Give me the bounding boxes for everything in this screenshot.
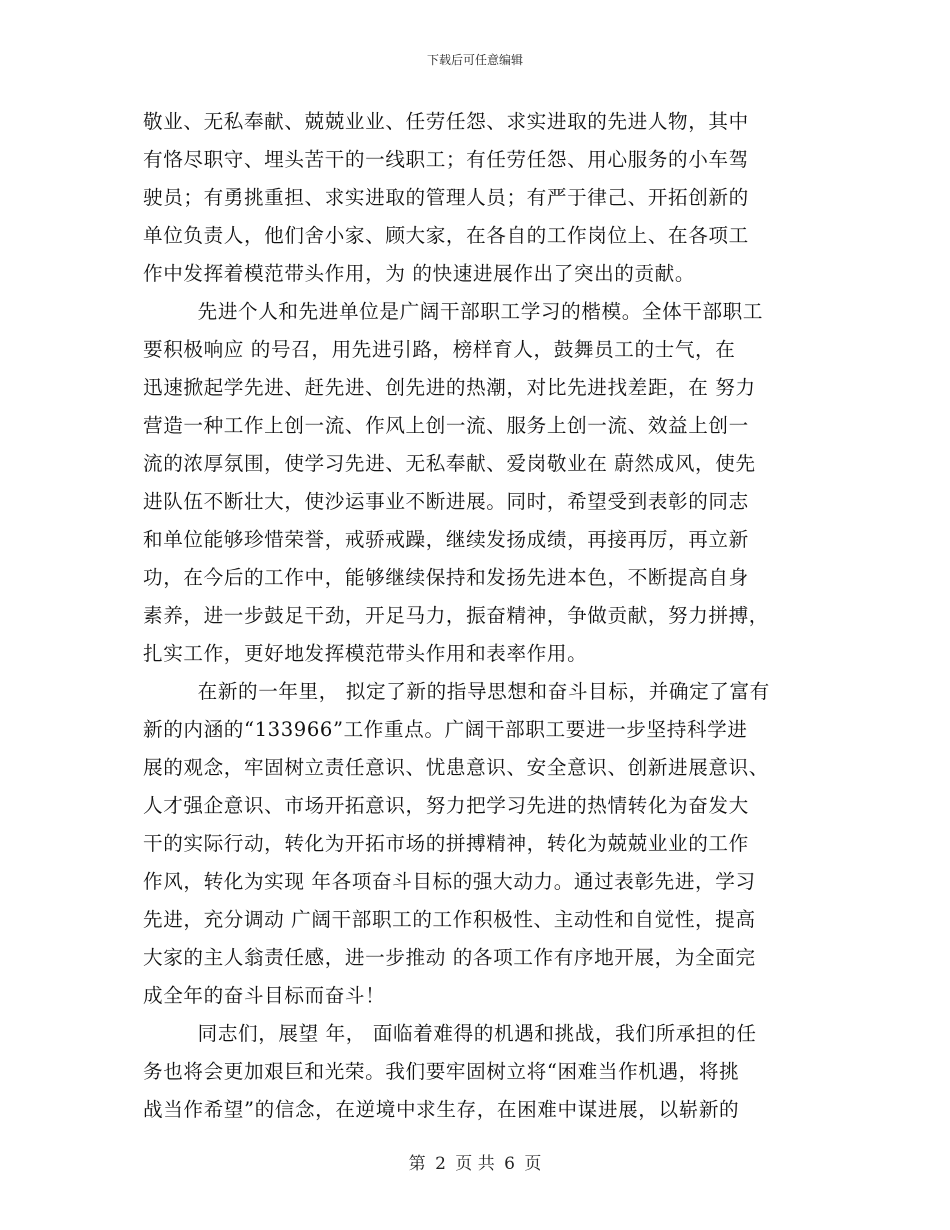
text-line: 有恪尽职守、埋头苦干的一线职工；有任劳任怨、用心服务的小车驾 [143, 148, 749, 171]
text-line: 先进个人和先进单位是广阔干部职工学习的楷模。全体干部职工 [143, 300, 764, 323]
current-page-number: 2 [435, 1154, 446, 1174]
text-line: 功，在今后的工作中，能够继续保持和发扬先进本色，不断提高自身 [143, 566, 749, 589]
header-text: 下载后可任意编辑 [426, 53, 523, 67]
page-footer [0, 1153, 950, 1175]
text-line: 和单位能够珍惜荣誉，戒骄戒躁，继续发扬成绩，再接再厉，再立新 [143, 528, 749, 551]
text-line: 营造一种工作上创一流、作风上创一流、服务上创一流、效益上创一 [143, 414, 749, 437]
text-line: 作中发挥着模范带头作用，为 的快速进展作出了突出的贡献。 [143, 262, 696, 285]
footer-middle: 页 共 [455, 1154, 495, 1174]
text-line: 在新的一年里， 拟定了新的指导思想和奋斗目标，并确定了富有 [143, 680, 770, 703]
text-line: 单位负责人，他们舍小家、顾大家，在各自的工作岗位上、在各项工 [143, 224, 749, 247]
text-line: 敬业、无私奉献、兢兢业业、任劳任怨、求实进取的先进人物，其中 [143, 110, 749, 133]
text-line: 人才强企意识、市场开拓意识，努力把学习先进的热情转化为奋发大 [143, 794, 749, 817]
text-line: 素养，进一步鼓足干劲，开足马力，振奋精神，争做贡献，努力拼搏， [143, 604, 770, 627]
text-line: 务也将会更加艰巨和光荣。我们要牢固树立将“困难当作机遇，将挑 [143, 1060, 740, 1083]
text-line: 展的观念，牢固树立责任意识、忧患意识、安全意识、创新进展意识、 [143, 756, 770, 779]
text-line: 扎实工作，更好地发挥模范带头作用和表率作用。 [143, 642, 588, 665]
text-line: 迅速掀起学先进、赶先进、创先进的热潮，对比先进找差距，在 努力 [143, 376, 756, 399]
total-page-count: 6 [504, 1154, 515, 1174]
text-line: 驶员；有勇挑重担、求实进取的管理人员；有严于律己、开拓创新的 [143, 186, 749, 209]
page-header [0, 52, 950, 68]
text-line: 流的浓厚氛围，使学习先进、无私奉献、爱岗敬业在 蔚然成风，使先 [143, 452, 756, 475]
text-line: 同志们，展望 年， 面临着难得的机遇和挑战，我们所承担的任 [143, 1022, 757, 1045]
footer-prefix: 第 [408, 1154, 426, 1174]
text-line: 进队伍不断壮大，使沙运事业不断进展。同时，希望受到表彰的同志 [143, 490, 749, 513]
text-line: 成全年的奋斗目标而奋斗！ [143, 984, 386, 1007]
text-line: 要积极响应 的号召，用先进引路，榜样育人，鼓舞员工的士气，在 [143, 338, 736, 361]
document-body [143, 103, 813, 1129]
text-line: 先进，充分调动 广阔干部职工的工作积极性、主动性和自觉性，提高 [143, 908, 756, 931]
text-line: 战当作希望”的信念，在逆境中求生存，在困难中谋进展，以崭新的 [143, 1098, 740, 1121]
text-line: 新的内涵的“133966”工作重点。广阔干部职工要进一步坚持科学进 [143, 718, 748, 741]
text-line: 大家的主人翁责任感，进一步推动 的各项工作有序地开展，为全面完 [143, 946, 756, 969]
footer-suffix: 页 [524, 1154, 542, 1174]
text-line: 作风，转化为实现 年各项奋斗目标的强大动力。通过表彰先进，学习 [143, 870, 756, 893]
text-line: 干的实际行动，转化为开拓市场的拼搏精神，转化为兢兢业业的工作 [143, 832, 749, 855]
